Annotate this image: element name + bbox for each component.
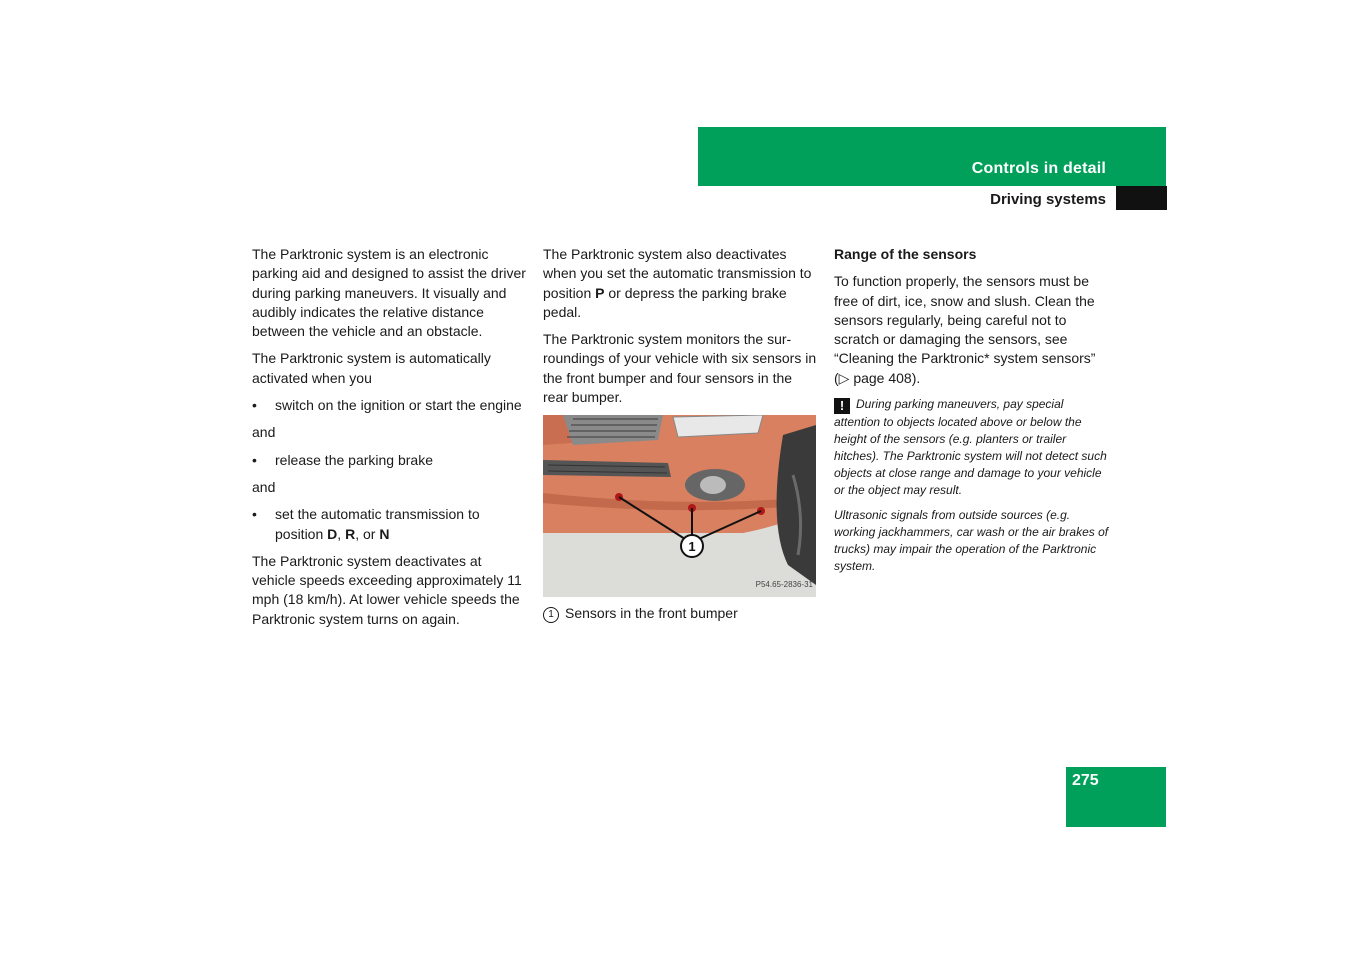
bullet-icon: • [252,397,257,414]
gear-n: N [379,525,390,542]
paragraph-text: or depress the parking brake pedal. [543,284,787,320]
figure-caption [543,604,819,623]
list-item [252,505,528,544]
paragraph-text: The Parktronic system also deactivates when you set the automatic transmission to position [543,246,812,301]
subsection-title: Driving systems [990,191,1106,208]
list-item [252,451,528,470]
gear-p: P [595,284,605,301]
separator: , or [355,525,380,542]
interference-note: Ultrasonic signals from outside sources (e.g. working jackhammers, car wash or the air brakes of trucks) may impair the operation of the Parktronic system. [834,508,1109,574]
column-1 [252,245,528,637]
section-title: Controls in detail [971,160,1106,177]
list-item-text: switch on the ignition or start the engine [275,397,522,414]
warning-note [834,396,1110,499]
figure-code: P54.65-2836-31 [755,580,813,590]
warning-text: During parking maneuvers, pay special attention to objects located above or below the height of the sensors (e.g. planters or trailer hitches). The Parktronic system will not detect such objects at close range and damage to your vehicle or the object may result. [834,397,1107,498]
gear-d: D [327,525,338,542]
subsection-marker [1116,186,1167,210]
figure-callout: 1 [688,539,696,555]
column-3 [834,245,1110,583]
caption-number: 1 [543,607,559,623]
bullet-icon: • [252,506,257,523]
deactivate-paragraph [543,245,819,322]
intro-paragraph: The Parktronic system is an electronic parking aid and designed to assist the driver during parking maneuvers. It visually and audibly indicates the relative distance between the vehicle and an obstacle. [252,246,526,340]
list-item-text: release the parking brake [275,451,433,468]
list-item [252,396,528,415]
activation-paragraph: The Parktronic system is automatically activated when you [252,350,491,386]
and-text: and [252,424,276,441]
column-2 [543,245,819,624]
bullet-icon: • [252,451,257,468]
section-heading: Range of the sensors [834,246,977,262]
page-number: 275 [1072,772,1099,789]
bumper-sensor-figure [543,415,816,597]
gear-r: R [345,525,356,542]
header-band [698,127,1166,186]
page-number-band [1066,767,1166,827]
cleaning-paragraph: To function properly, the sensors must be free of dirt, ice, snow and slush. Clean the sensors regularly, being careful not to scratch or damaging the sensors, see “Cleaning the Parktronic* system sensors” (▷ page 408). [834,273,1096,386]
car-bumper-illustration [543,415,816,597]
warning-icon: ! [834,398,850,414]
and-text: and [252,478,276,495]
separator: , [337,525,346,542]
deactivation-paragraph: The Parktronic system deactivates at vehicle speeds exceeding approximately 11 mph (18 km/h). At lower vehicle speeds the Parktronic system turns on again. [252,552,522,627]
caption-text: Sensors in the front bumper [565,605,738,622]
monitoring-paragraph: The Parktronic system monitors the sur-roundings of your vehicle with six sensors in the front bumper and four sensors in the rear bumper. [543,331,817,406]
list-item-text: set the automatic transmission to position [275,506,480,542]
